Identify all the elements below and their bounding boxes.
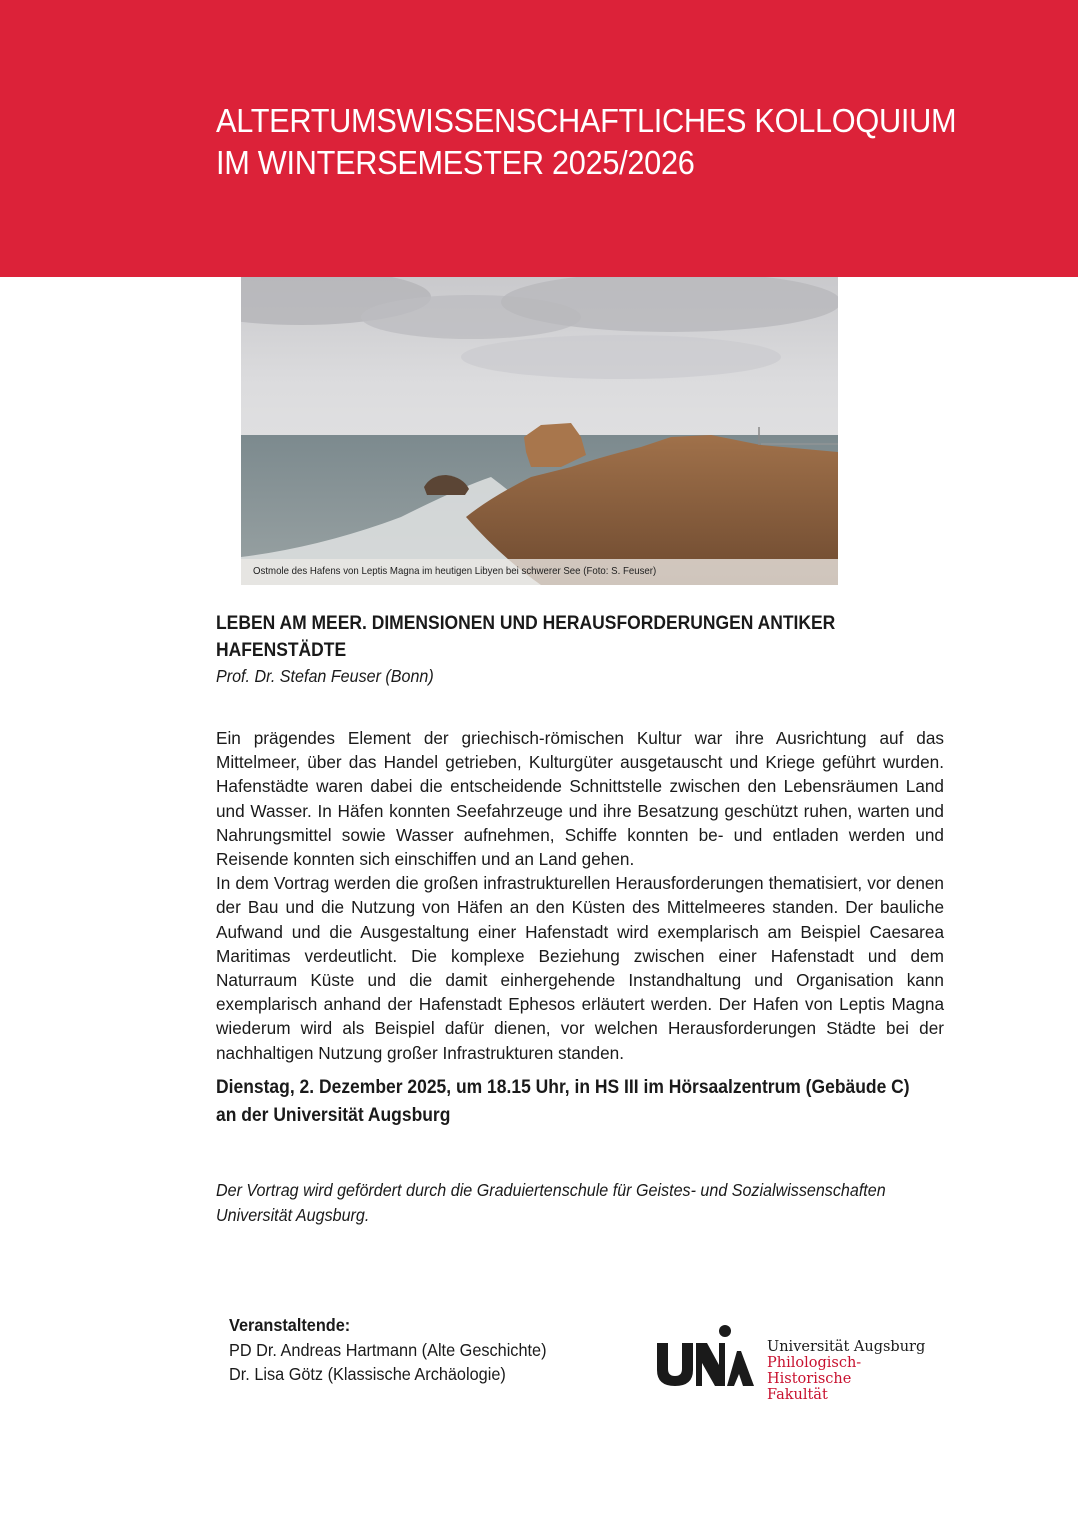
organizers — [229, 1313, 546, 1387]
abstract — [216, 726, 944, 1065]
organizer: Dr. Lisa Götz (Klassische Archäologie) — [229, 1364, 506, 1384]
speaker: Prof. Dr. Stefan Feuser (Bonn) — [216, 666, 434, 686]
cloud — [461, 335, 781, 379]
photo-caption-bar — [241, 559, 838, 585]
colloquium-title-line2: IM WINTERSEMESTER 2025/2026 — [216, 144, 695, 181]
header-band — [0, 0, 1078, 277]
event-university: an der Universität Augsburg — [216, 1105, 451, 1126]
organizers-heading: Veranstaltende: — [229, 1315, 351, 1335]
event-date-location: Dienstag, 2. Dezember 2025, um 18.15 Uhr, in HS III im Hörsaalzentrum (Gebäude C) — [216, 1077, 910, 1098]
harbor-photo — [241, 277, 838, 585]
university-logo — [655, 1325, 945, 1403]
logo-faculty-line1: Philologisch-Historische — [767, 1355, 862, 1387]
colloquium-title-line1: ALTERTUMSWISSENSCHAFTLICHES KOLLOQUIUM — [216, 102, 957, 139]
funding-note — [216, 1178, 952, 1228]
organizer: PD Dr. Andreas Hartmann (Alte Geschichte) — [229, 1339, 547, 1360]
funding-line1: Der Vortrag wird gefördert durch die Graduiertenschule für Geistes- und Sozialwissenschaften — [216, 1180, 886, 1200]
funding-line2: Universität Augsburg. — [216, 1205, 370, 1225]
colloquium-title — [216, 100, 956, 184]
abstract-paragraph-1: Ein prägendes Element der griechisch-römischen Kultur war ihre Ausrichtung auf das Mittelmeer, über das Handel getrieben, Kulturgüter ausgetauscht und Kriege geführt wurden. Hafenstädte waren dabei die entscheidende Schnittstelle zwischen den Lebensräumen Land und Wasser. In Häfen konnten Seefahrzeuge und ihre Besatzung geschützt ruhen, warten und Nahrungsmittel sowie Wasser aufnehmen, Schiffe konnten be- und entladen werden und Reisende konnten sich einschiffen und an Land gehen. — [216, 728, 944, 870]
lecture-title: LEBEN AM MEER. DIMENSIONEN UND HERAUSFORDERUNGEN ANTIKER HAFENSTÄDTE — [216, 613, 836, 661]
logo-faculty-line2: Fakultät — [767, 1387, 828, 1403]
unia-logo-mark-icon — [655, 1325, 755, 1387]
photo-caption: Ostmole des Hafens von Leptis Magna im heutigen Libyen bei schwerer See (Foto: S. Feuser) — [253, 565, 657, 577]
harbor-photo-illustration — [241, 277, 838, 585]
logo-university-name: Universität Augsburg — [767, 1339, 926, 1355]
abstract-paragraph-2: In dem Vortrag werden die großen infrastrukturellen Herausforderungen thematisiert, vor denen der Bau und die Nutzung von Häfen an den Küsten des Mittelmeeres standen. Der bauliche Aufwand und die Ausgestaltung einer Hafenstadt wird exemplarisch am Beispiel Caesarea Maritimas verdeutlicht. Die komplexe Beziehung zwischen einer Hafenstadt und dem Naturraum Küste und die damit einhergehende Instandhaltung und Organisation kann exemplarisch anhand der Hafenstadt Ephesos erläutert werden. Der Hafen von Leptis Magna wiederum wird als Beispiel dafür dienen, vor welchen Herausforderungen Städte bei der nachhaltigen Nutzung großer Infrastrukturen standen. — [216, 873, 944, 1063]
event-details — [216, 1074, 952, 1130]
logo-text — [767, 1339, 945, 1403]
